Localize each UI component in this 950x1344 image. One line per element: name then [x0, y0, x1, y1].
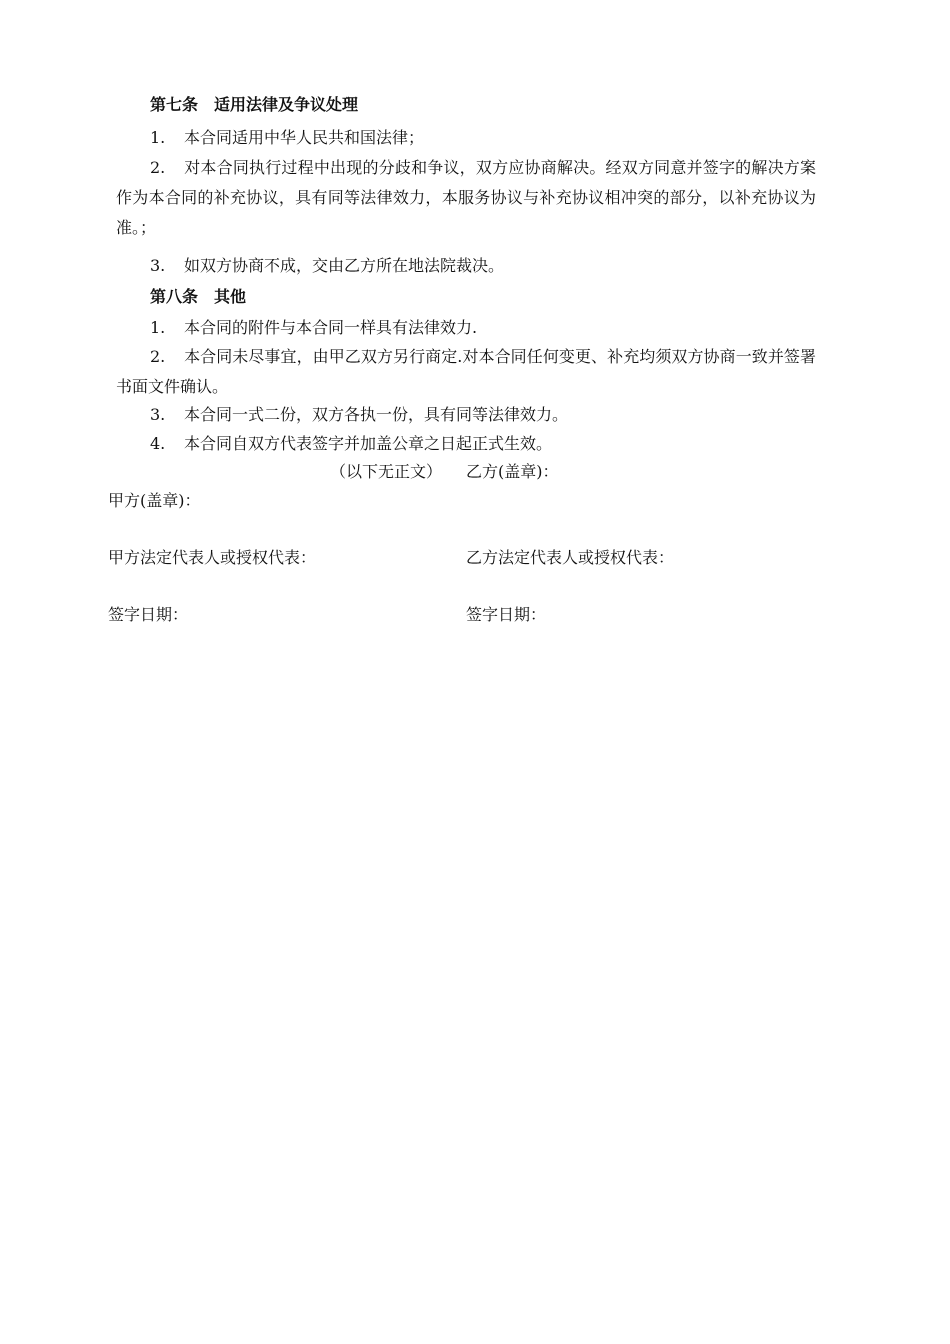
item-number: 4. [150, 434, 166, 453]
article-8-item-1 [150, 318, 477, 338]
article-7-item-2 [116, 153, 816, 243]
end-of-text-note: （以下无正文） [330, 462, 443, 481]
article-7-item-1 [150, 128, 424, 148]
item-text: 本合同一式二份，双方各执一份，具有同等法律效力。 [184, 405, 569, 424]
item-text: 本合同的附件与本合同一样具有法律效力. [184, 318, 478, 337]
article-8-heading: 第八条 其他 [150, 287, 247, 306]
party-a-seal-label: 甲方(盖章)： [108, 491, 201, 510]
article-8-item-4 [150, 434, 552, 454]
item-number: 3. [150, 256, 166, 275]
party-a-sign-date-label: 签字日期： [108, 605, 189, 624]
item-number: 1. [150, 128, 166, 147]
party-b-representative-label: 乙方法定代表人或授权代表： [466, 548, 675, 567]
party-a-representative-label: 甲方法定代表人或授权代表： [108, 548, 317, 567]
item-text: 对本合同执行过程中出现的分歧和争议，双方应协商解决。经双方同意并签字的解决方案作为本合同的补充协议，具有同等法律效力，本服务协议与补充协议相冲突的部分，以补充协议为准。； [116, 158, 816, 237]
item-text: 本合同适用中华人民共和国法律； [184, 128, 425, 147]
article-7-item-3 [150, 256, 504, 276]
item-number: 3. [150, 405, 166, 424]
party-b-seal-label: 乙方(盖章)： [466, 462, 559, 481]
party-b-sign-date-label: 签字日期： [466, 605, 547, 624]
article-7-heading: 第七条 适用法律及争议处理 [150, 95, 359, 114]
article-8-item-3 [150, 405, 568, 425]
item-text: 如双方协商不成，交由乙方所在地法院裁决。 [184, 256, 505, 275]
item-number: 2. [150, 347, 166, 366]
article-8-item-2 [116, 342, 816, 402]
item-number: 2. [150, 158, 166, 177]
item-text: 本合同未尽事宜，由甲乙双方另行商定.对本合同任何变更、补充均须双方协商一致并签署书面文件确认。 [116, 347, 816, 396]
item-number: 1. [150, 318, 166, 337]
item-text: 本合同自双方代表签字并加盖公章之日起正式生效。 [184, 434, 553, 453]
